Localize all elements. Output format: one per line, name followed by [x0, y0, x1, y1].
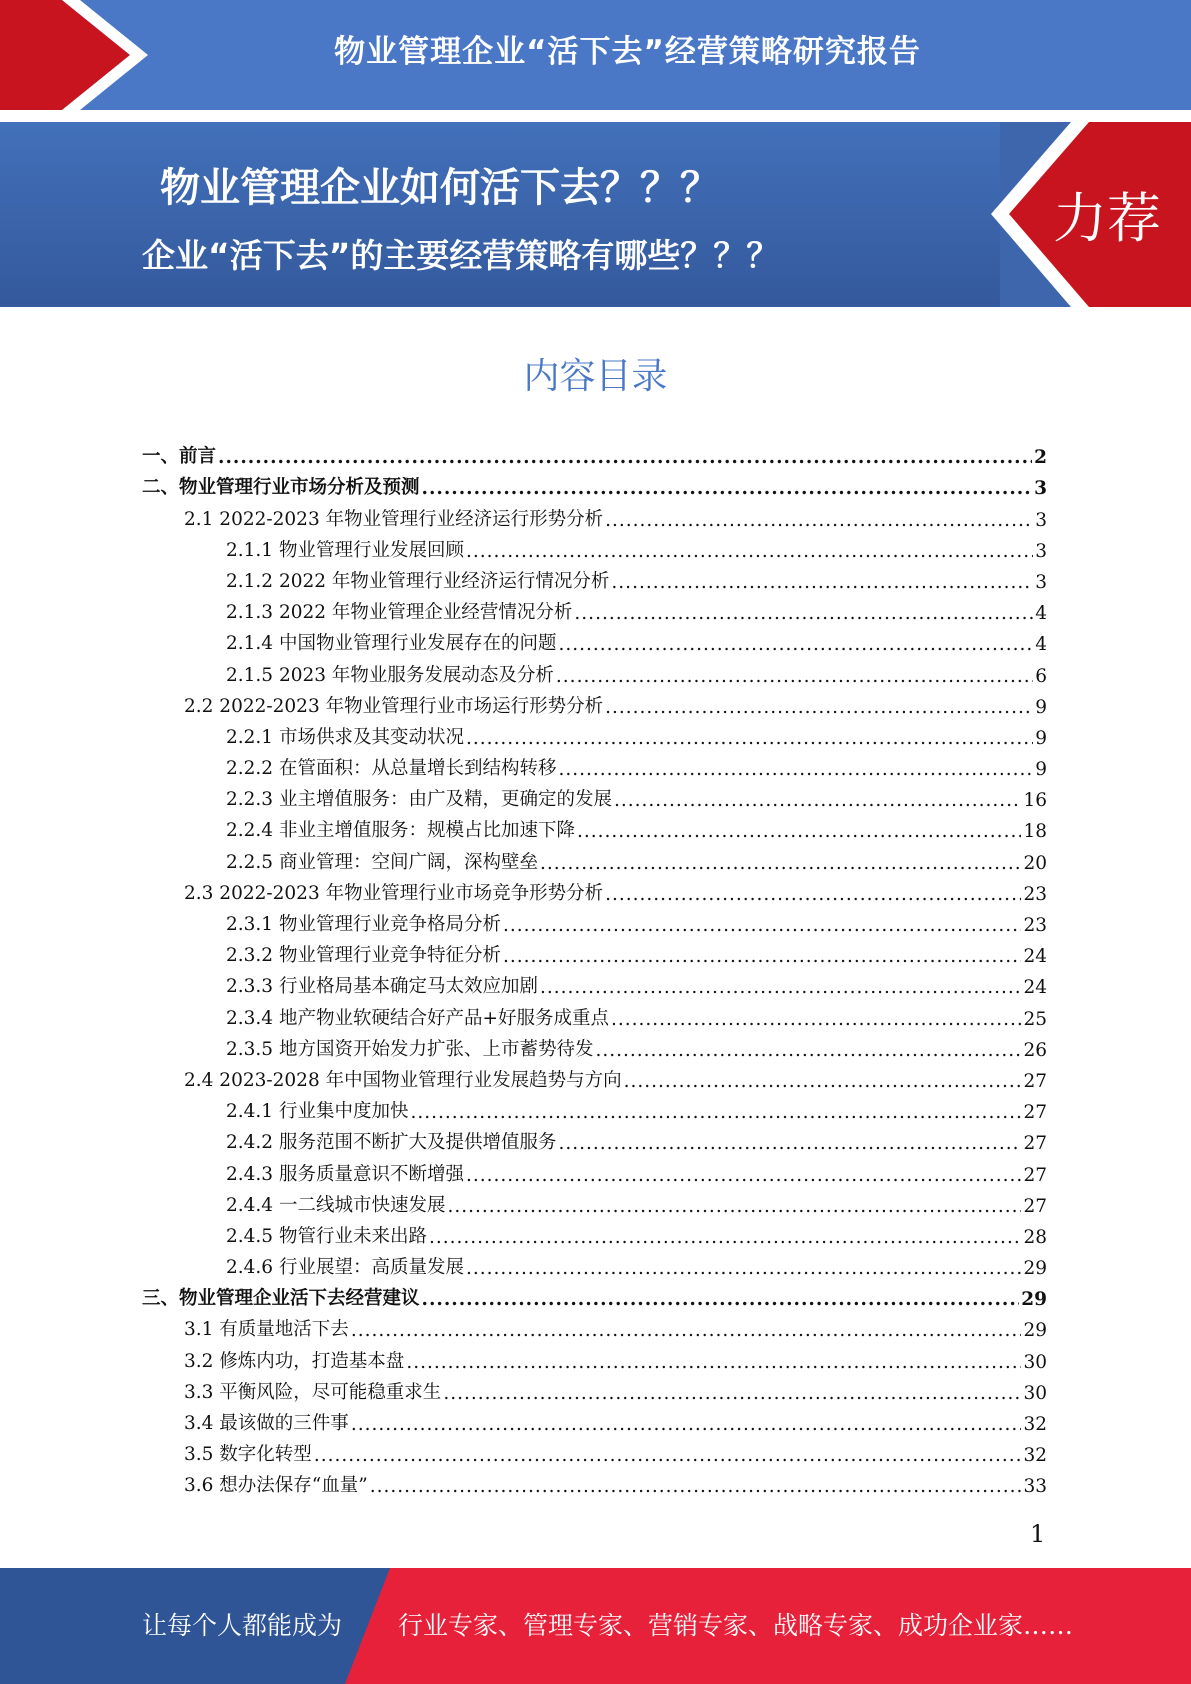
report-title: 物业管理企业“活下去”经营策略研究报告	[334, 34, 921, 70]
toc-leader-dots	[370, 1476, 1022, 1497]
toc-leader-dots	[406, 1352, 1021, 1373]
toc-entry-label: 2.2.1 市场供求及其变动状况	[226, 726, 464, 748]
toc-entry[interactable]	[142, 905, 1047, 936]
toc-entry-page: 30	[1023, 1382, 1047, 1404]
toc-leader-dots	[503, 946, 1021, 967]
toc-entry[interactable]	[142, 1373, 1047, 1404]
toc-leader-dots	[611, 1009, 1021, 1030]
toc-entry-label: 2.3.3 行业格局基本确定马太效应加剧	[226, 976, 538, 998]
toc-leader-dots	[605, 697, 1033, 718]
toc-entry[interactable]	[142, 1217, 1047, 1248]
toc-entry-label: 2.4.6 行业展望：高质量发展	[226, 1257, 464, 1279]
toc-leader-dots	[466, 541, 1033, 562]
toc-leader-dots	[574, 603, 1033, 624]
toc-entry-label: 2.3 2022-2023 年物业管理行业市场竞争形势分析	[184, 882, 604, 904]
toc-entry-page: 27	[1023, 1133, 1047, 1155]
toc-entry-page: 33	[1023, 1476, 1047, 1498]
question-banner	[0, 122, 1191, 307]
toc-entry[interactable]	[142, 687, 1047, 718]
toc-leader-dots	[466, 1165, 1021, 1186]
toc-title: 内容目录	[523, 356, 668, 397]
toc-entry-label: 2.4.2 服务范围不断扩大及提供增值服务	[226, 1132, 557, 1154]
toc-entry-page: 25	[1023, 1008, 1047, 1030]
toc-leader-dots	[466, 728, 1033, 749]
toc-leader-dots	[540, 853, 1021, 874]
toc-entry-page: 24	[1023, 977, 1047, 999]
toc-entry-label: 2.4.3 服务质量意识不断增强	[226, 1163, 464, 1185]
toc-entry-label: 2.3.2 物业管理行业竞争特征分析	[226, 945, 501, 967]
toc-leader-dots	[422, 1289, 1020, 1310]
toc-entry-page: 18	[1023, 821, 1047, 843]
toc-entry[interactable]	[142, 780, 1047, 811]
toc-entry-page: 29	[1023, 1320, 1047, 1342]
toc-entry[interactable]	[142, 1154, 1047, 1185]
toc-entry-page: 9	[1035, 727, 1047, 749]
toc-leader-dots	[351, 1414, 1022, 1435]
toc-leader-dots	[503, 915, 1021, 936]
toc-leader-dots	[466, 1258, 1021, 1279]
banner-background	[0, 122, 1000, 307]
toc-entry-label: 3.6 想办法保存“血量”	[184, 1475, 368, 1497]
toc-entry-page: 2	[1034, 447, 1047, 469]
page-number: 1	[1030, 1520, 1046, 1548]
toc-entry[interactable]	[142, 1248, 1047, 1279]
banner-question-2: 企业“活下去”的主要经营策略有哪些？？？	[142, 236, 780, 275]
toc-entry[interactable]	[142, 1092, 1047, 1123]
toc-entry-page: 30	[1023, 1351, 1047, 1373]
toc-entry[interactable]	[142, 1404, 1047, 1435]
toc-entry[interactable]	[142, 749, 1047, 780]
toc-entry-page: 32	[1023, 1445, 1047, 1467]
toc-leader-dots	[447, 1196, 1021, 1217]
toc-entry-page: 27	[1023, 1070, 1047, 1092]
toc-leader-dots	[351, 1320, 1022, 1341]
toc-entry-label: 2.2.4 非业主增值服务：规模占比加速下降	[226, 820, 575, 842]
toc-entry-page: 23	[1023, 915, 1047, 936]
toc-entry-label: 二、物业管理行业市场分析及预测	[142, 477, 420, 499]
toc-leader-dots	[605, 884, 1021, 905]
toc-entry[interactable]	[142, 624, 1047, 655]
toc-entry[interactable]	[142, 1186, 1047, 1217]
toc-leader-dots	[611, 572, 1033, 593]
toc-entry-label: 2.4.1 行业集中度加快	[226, 1101, 409, 1123]
toc-entry-page: 32	[1023, 1414, 1047, 1435]
toc-entry-label: 2.2.5 商业管理：空间广阔，深构壁垒	[226, 851, 538, 873]
toc-entry-page: 23	[1023, 883, 1047, 905]
table-of-contents	[142, 437, 1047, 1497]
toc-entry-label: 2.3.5 地方国资开始发力扩张、上市蓄势待发	[226, 1038, 594, 1060]
toc-leader-dots	[314, 1445, 1022, 1466]
toc-leader-dots	[429, 1227, 1021, 1248]
report-header-band	[0, 0, 1191, 110]
toc-entry[interactable]	[142, 593, 1047, 624]
toc-entry[interactable]	[142, 655, 1047, 686]
toc-entry[interactable]	[142, 718, 1047, 749]
toc-entry-page: 3	[1035, 571, 1047, 593]
toc-entry-page: 27	[1023, 1164, 1047, 1186]
toc-entry-page: 3	[1035, 540, 1047, 562]
toc-entry[interactable]	[142, 437, 1047, 468]
toc-entry-page: 29	[1021, 1289, 1047, 1311]
toc-entry[interactable]	[142, 1279, 1047, 1310]
toc-entry[interactable]	[142, 562, 1047, 593]
toc-entry[interactable]	[142, 531, 1047, 562]
toc-leader-dots	[624, 1071, 1022, 1092]
toc-entry-label: 2.1.4 中国物业管理行业发展存在的问题	[226, 633, 557, 655]
toc-entry-label: 2.3.1 物业管理行业竞争格局分析	[226, 914, 501, 935]
toc-entry-page: 24	[1023, 946, 1047, 968]
toc-entry-page: 29	[1023, 1258, 1047, 1280]
toc-entry[interactable]	[142, 874, 1047, 905]
toc-entry-page: 9	[1035, 759, 1047, 781]
toc-leader-dots	[218, 447, 1032, 468]
toc-entry[interactable]	[142, 936, 1047, 967]
footer-band	[0, 1568, 1191, 1684]
toc-entry-label: 2.2.3 业主增值服务：由广及精，更确定的发展	[226, 789, 612, 811]
toc-entry-label: 2.1.2 2022 年物业管理行业经济运行情况分析	[226, 570, 610, 592]
toc-entry-page: 27	[1023, 1195, 1047, 1217]
toc-entry[interactable]	[142, 1466, 1047, 1497]
toc-entry-page: 4	[1035, 603, 1047, 625]
toc-entry-label: 三、物业管理企业活下去经营建议	[142, 1288, 420, 1310]
toc-leader-dots	[595, 1040, 1021, 1061]
toc-entry-label: 2.1.1 物业管理行业发展回顾	[226, 539, 464, 561]
toc-entry-label: 2.3.4 地产物业软硬结合好产品+好服务成重点	[226, 1007, 609, 1029]
toc-entry-label: 2.4.5 物管行业未来出路	[226, 1225, 427, 1247]
toc-entry[interactable]	[142, 468, 1047, 499]
toc-entry-page: 27	[1023, 1102, 1047, 1124]
toc-entry-page: 28	[1023, 1226, 1047, 1248]
toc-entry-page: 20	[1023, 852, 1047, 874]
toc-leader-dots	[614, 790, 1021, 811]
toc-entry-page: 16	[1023, 790, 1047, 812]
toc-entry-label: 3.1 有质量地活下去	[184, 1319, 349, 1341]
toc-entry-label: 一、前言	[142, 446, 217, 468]
toc-entry[interactable]	[142, 1061, 1047, 1092]
toc-entry-label: 2.4.4 一二线城市快速发展	[226, 1194, 446, 1216]
toc-entry-label: 3.4 最该做的三件事	[184, 1413, 349, 1434]
toc-entry[interactable]	[142, 967, 1047, 998]
toc-leader-dots	[443, 1383, 1021, 1404]
toc-entry-label: 3.2 修炼内功，打造基本盘	[184, 1350, 405, 1372]
toc-entry-page: 3	[1035, 509, 1047, 531]
toc-leader-dots	[540, 977, 1021, 998]
toc-entry[interactable]	[142, 1030, 1047, 1061]
toc-entry-page: 26	[1023, 1039, 1047, 1061]
toc-entry-label: 2.1.3 2022 年物业管理企业经营情况分析	[226, 602, 573, 624]
toc-entry-label: 2.1.5 2023 年物业服务发展动态及分析	[226, 664, 554, 686]
footer-slogan-left: 让每个人都能成为	[142, 1611, 343, 1640]
toc-leader-dots	[605, 510, 1033, 531]
toc-entry-page: 4	[1035, 634, 1047, 656]
toc-leader-dots	[410, 1102, 1021, 1123]
footer-slogan-right: 行业专家、管理专家、营销专家、战略专家、成功企业家……	[398, 1611, 1074, 1640]
toc-leader-dots	[558, 759, 1033, 780]
toc-leader-dots	[556, 666, 1033, 687]
toc-entry[interactable]	[142, 998, 1047, 1029]
toc-entry[interactable]	[142, 1341, 1047, 1372]
toc-entry[interactable]	[142, 811, 1047, 842]
toc-entry[interactable]	[142, 842, 1047, 873]
toc-entry-page: 3	[1034, 478, 1047, 500]
toc-leader-dots	[577, 821, 1021, 842]
toc-leader-dots	[558, 1133, 1021, 1154]
toc-leader-dots	[558, 634, 1033, 655]
toc-entry[interactable]	[142, 499, 1047, 530]
toc-entry[interactable]	[142, 1123, 1047, 1154]
recommend-label: 力荐	[1053, 187, 1161, 250]
toc-entry-page: 9	[1035, 696, 1047, 718]
toc-leader-dots	[422, 478, 1033, 499]
toc-entry-label: 2.2 2022-2023 年物业管理行业市场运行形势分析	[184, 695, 604, 717]
toc-entry-label: 2.2.2 在管面积：从总量增长到结构转移	[226, 758, 557, 780]
toc-entry[interactable]	[142, 1435, 1047, 1466]
toc-entry-label: 3.3 平衡风险，尽可能稳重求生	[184, 1381, 442, 1403]
toc-entry-label: 3.5 数字化转型	[184, 1444, 312, 1466]
toc-entry[interactable]	[142, 1310, 1047, 1341]
toc-entry-label: 2.1 2022-2023 年物业管理行业经济运行形势分析	[184, 508, 604, 530]
toc-entry-page: 6	[1035, 665, 1047, 687]
toc-entry-label: 2.4 2023-2028 年中国物业管理行业发展趋势与方向	[184, 1069, 622, 1091]
banner-question-1: 物业管理企业如何活下去？？？	[160, 165, 720, 211]
